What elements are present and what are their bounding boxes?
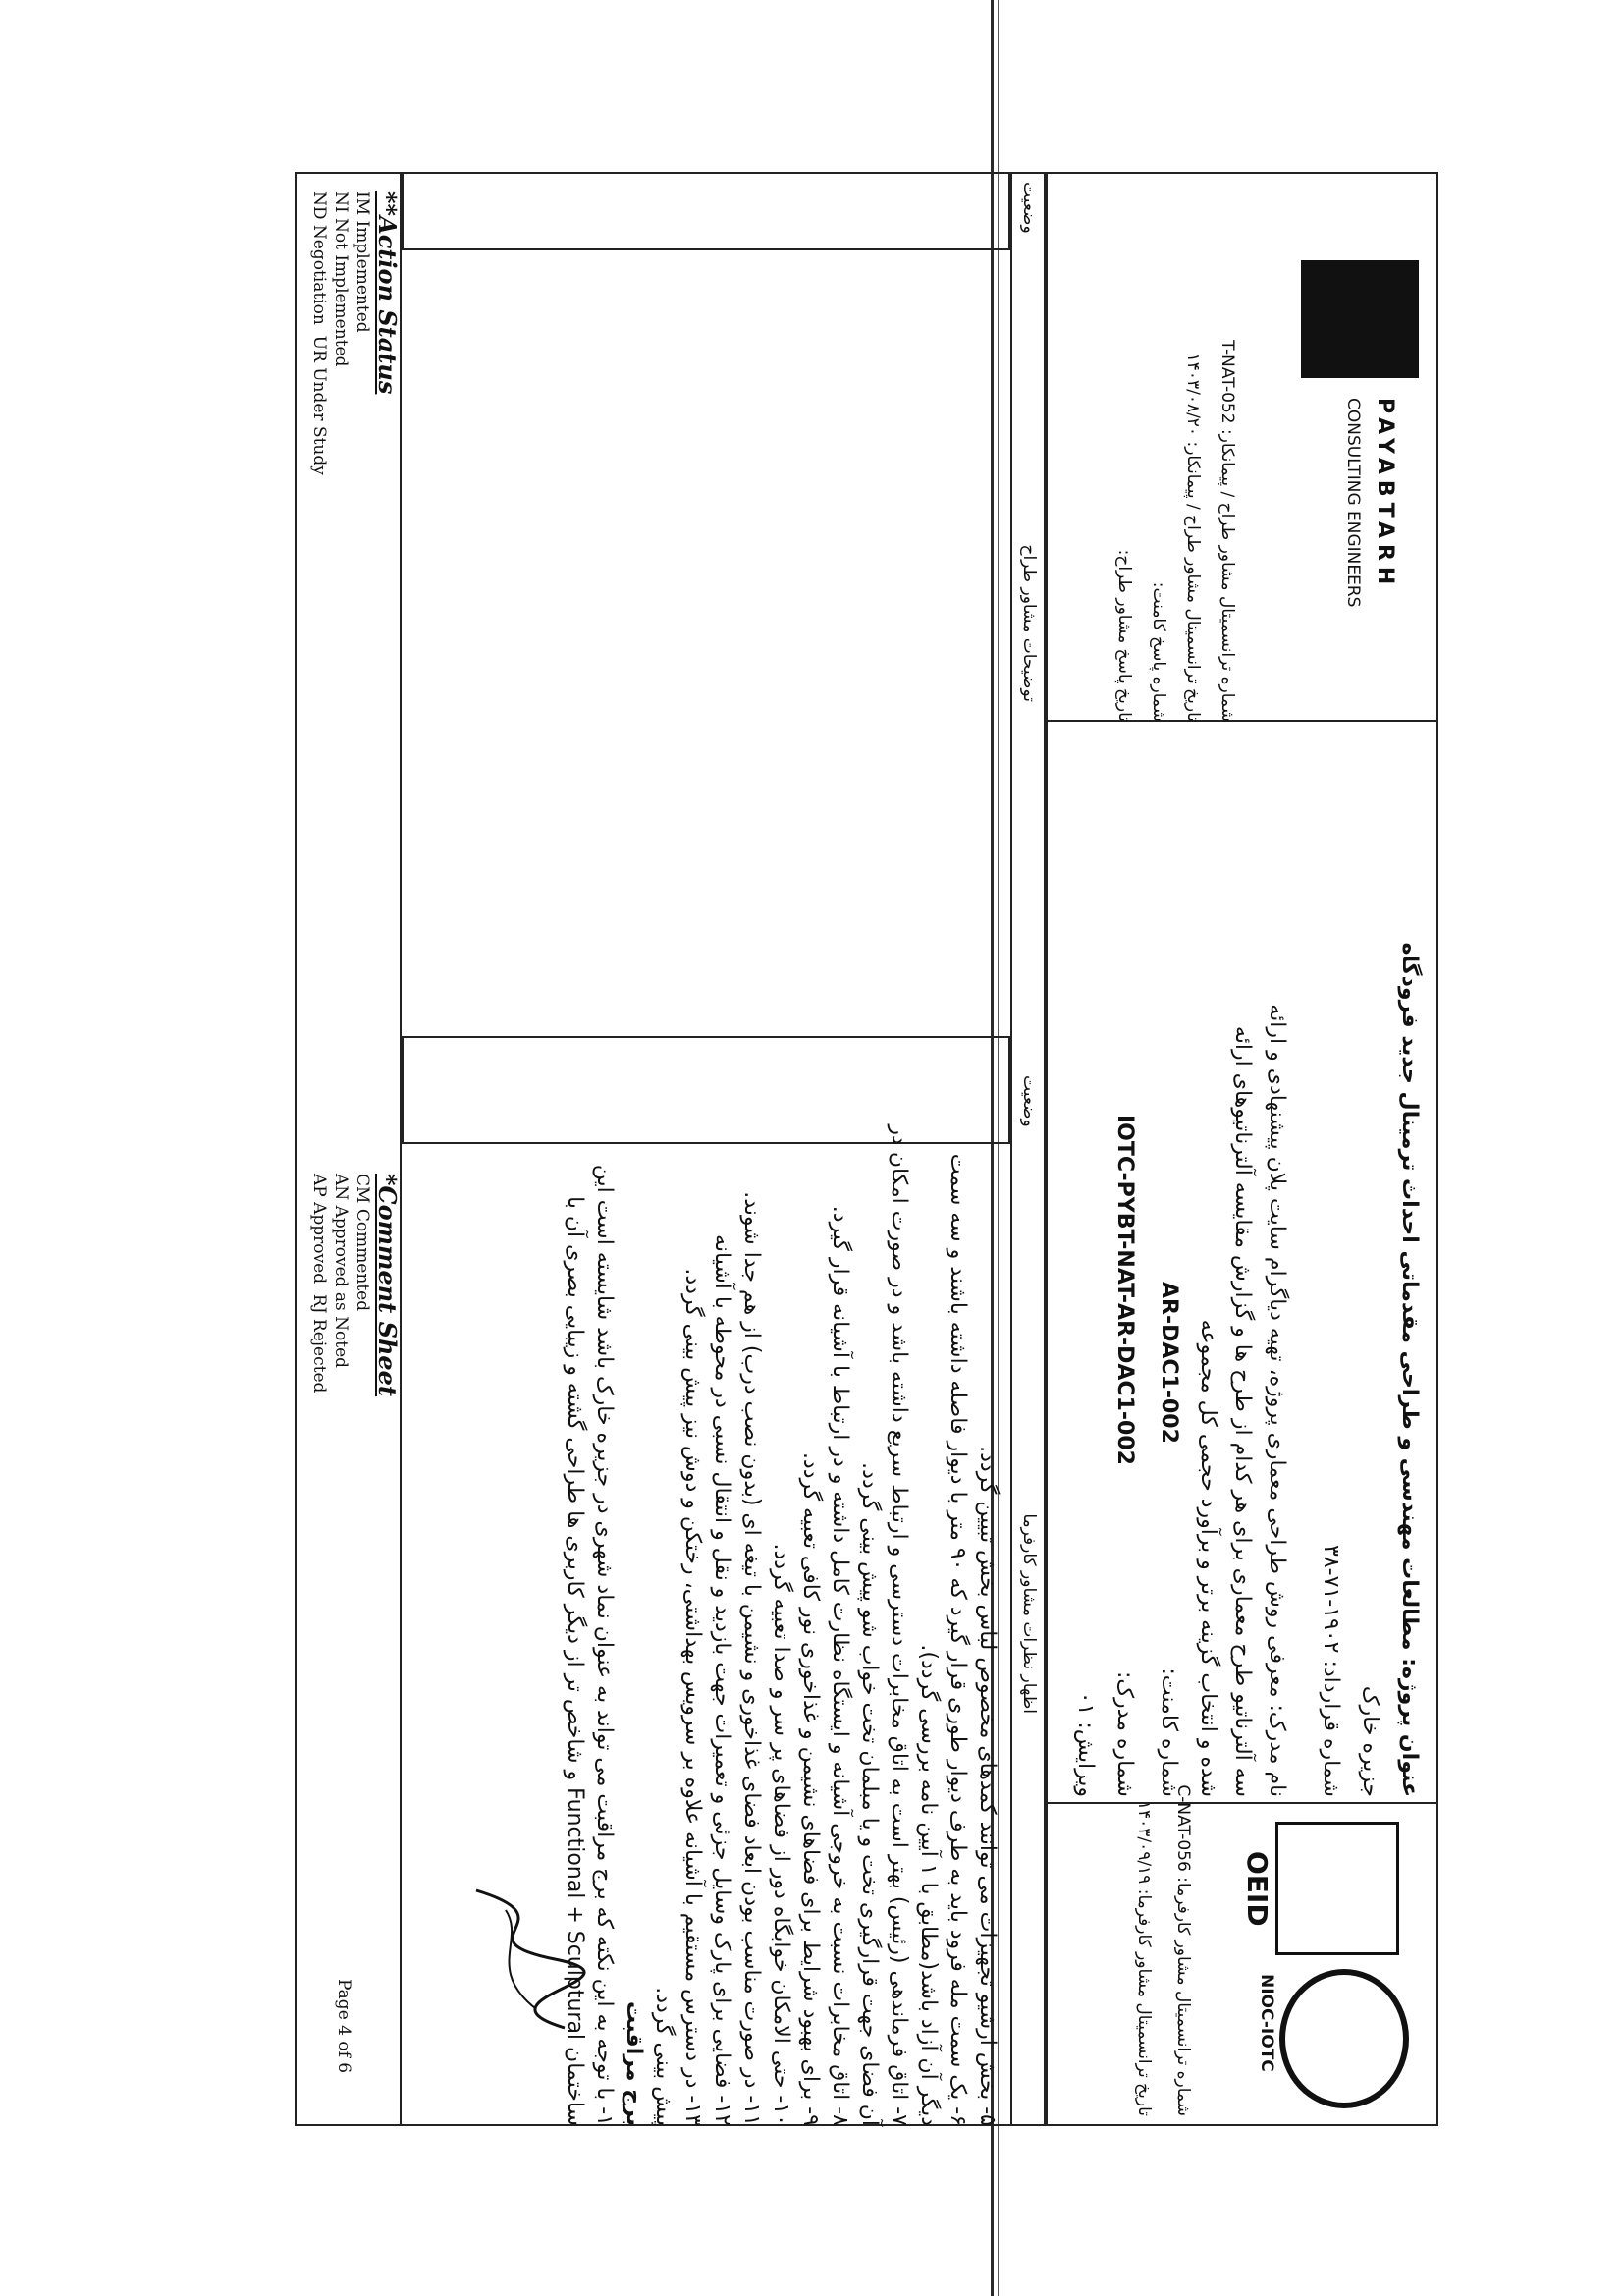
comment-line: پیش بینی گردد. [651,1987,676,2126]
legend-action-item: IM Implemented [352,191,372,333]
doc-name-3: شده و انتخاب گزینه برتر و برآورد حجمی کل مجموعه [1196,1319,1220,1797]
legend-action-item: ND Negotiation [309,191,329,325]
legend-comment-item: AN Approved as Noted [331,1174,351,1369]
oeid-logo [1275,1822,1399,1955]
transmittal-consultant: شماره ترانسمیتال مشاور طراح / پیمانکار: T-NAT-052 [1218,340,1237,722]
comment-line: ۸- اتاق مخابرات نسبت به خروجی آشیانه و ایستگاه نظارت کامل داشته و در ارتباط با آشیانه قرار گیرد. [828,1205,852,2126]
revision: ویرایش: ۰۱ [1073,1691,1098,1797]
comment-section-heading: برج مراقبت [622,2001,646,2126]
col-status-1: وضعیت [1019,1075,1039,1127]
comment-line: ۹- برای بهبود شرایط برای فضاهای نشیمن و غذاخوری نور کافی تعبیه گردد. [798,1451,823,2126]
comment-line: ۱۲- فضایی برای پارک وسایل جزئی و تعمیرات جهت بازدید و نقل و انتقال نسبی در محوطه با آشیانه [710,1234,734,2126]
comment-line: ۶- یک سمت مله فرود باید به طرف دیوار طوری قرار گیرد که ۹۰ متر با دیوار فاصله داشته باشند و سه سمت [946,1153,970,2126]
legend-comment-item: RJ Rejected [309,1293,329,1394]
reply-no: شماره پاسخ کامنت: [1149,581,1168,722]
legend-action-item: NI Not Implemented [331,191,351,367]
contract-no: شماره قرارداد: ۱۹۰۲-۷۱-۳۸ [1319,1545,1343,1797]
company-logo-name: PAYABTARH [1373,398,1397,591]
transmittal-date: تاریخ ترانسمیتال مشاور طراح / پیمانکار: ۱۴۰۳/۰۸/۲۰ [1183,353,1203,722]
oeid-transmittal: شماره ترانسمیتال مشاور کارفرما: C-NAT-056 [1173,1784,1193,2116]
company-logo-sub: CONSULTING ENGINEERS [1343,398,1363,608]
project-title: عنوان پروژه: مطالعات مهندسی و طراحی مقدماتی احداث ترمینال جدید فرودگاه [1397,942,1422,1797]
legend-comment-item: CM Commented [352,1174,372,1312]
comment-line: آن فضای جهت قرارگیری تخت و یا مبلمان تخت خواب شو پیش بینی گردد. [857,1462,882,2126]
comment-line: ۱۱- در صورت مناسب بودن ابعاد فضای غذاخوری و نشیمن با تیغه ای (بدون نصب درب) از هم جدا شوند. [739,1191,764,2126]
comment-line: ۷- اتاق فرماندهی (رئیس) بهتر است به اتاق مخابرات دسترسی و ارتباط سریع داشته باشد و در صورت امکان در [887,1124,911,2126]
doc-name-2: سه آلترناتیو طرح معماری برای هر کدام از طرح ها و گزارش مقایسه آلترناتیوهای ارائه [1230,1026,1255,1797]
column-header-bar [1010,172,1046,2126]
island: جزیره خارک [1358,1685,1382,1797]
doc-no-label: شماره مدرک: [1112,1670,1137,1797]
nioc-logo-text: NIOC-IOTC [1257,1974,1276,2072]
comment-line: دیگر آن آزاد باشد(مطابق با ۱ آیین نامه بررسی گردد). [916,1644,941,2126]
reply-date: تاریخ پاسخ مشاور طراح: [1114,549,1134,722]
comment-line: ۱۳- در دسترس مستقیم با آشیانه علاوه بر سرویس بهداشتی، رختکن و دوش نیز پیش بینی گردد. [680,1268,705,2126]
col-divider-reply-status [402,172,1010,250]
payabtarh-logo-icon [1301,260,1419,378]
comment-line: ۱۰- حتی الامکان خوابگاه دور از فضاهای پر سر و صدا تعبیه گردد. [769,1543,793,2126]
comment-no-label: شماره کامنت: [1157,1667,1181,1797]
comment-line: ۱- با توجه به این نکته که برج مراقبت می تواند به عنوان نماد شهری در جزیره خارک باشد شایسته است این [592,1164,617,2126]
oeid-date: تاریخ ترانسمیتال مشاور کارفرما: ۱۴۰۳/۰۹/۱۹ [1134,1800,1154,2116]
signature [447,1881,594,2038]
comment-sheet [290,172,1438,2136]
comment-line: ۵- بخش ارشیو تجهیزات می توانند کمدهای مخصوص لباس بخش تبیین گردد. [975,1446,1000,2126]
legend-comment-title: *Comment Sheet [373,1174,402,1397]
legend-action-title: **Action Status [373,191,402,395]
comment-line: ساختمان Functional + Sculptural و شاخص تر از دیگر کاربری ها طراحی گشته و زیبایی بصری آن با [563,1196,587,2126]
col-divider-status [402,1036,1010,1144]
legend-action-item: UR Under Study [309,335,329,475]
col-client-comments: اظهار نظرات مشاور کارفرما [1019,1513,1039,1714]
col-consultant-reply: توضیحات مشاور طراح [1019,544,1039,702]
comment-no: AR-DAC1-002 [1157,1282,1181,1444]
oeid-logo-text: OEID [1241,1851,1273,1927]
comments-body [560,1124,1001,2126]
page-number: Page 4 of 6 [334,1979,353,2074]
nioc-logo [1279,1969,1409,2108]
legend-comment-item: AP Approved [309,1174,329,1285]
doc-no: IOTC-PYBT-NAT-AR-DAC1-002 [1112,1115,1137,1465]
doc-name-1: نام مدرک: معرفی روش طراحی معماری پروژه، تهیه دیاگرام سایت پلان پیشنهادی و ارائه [1265,1004,1289,1797]
legend-comment-sheet [308,1174,402,1397]
legend-action-status [308,191,402,475]
col-status-2: وضعیت [1019,182,1039,234]
